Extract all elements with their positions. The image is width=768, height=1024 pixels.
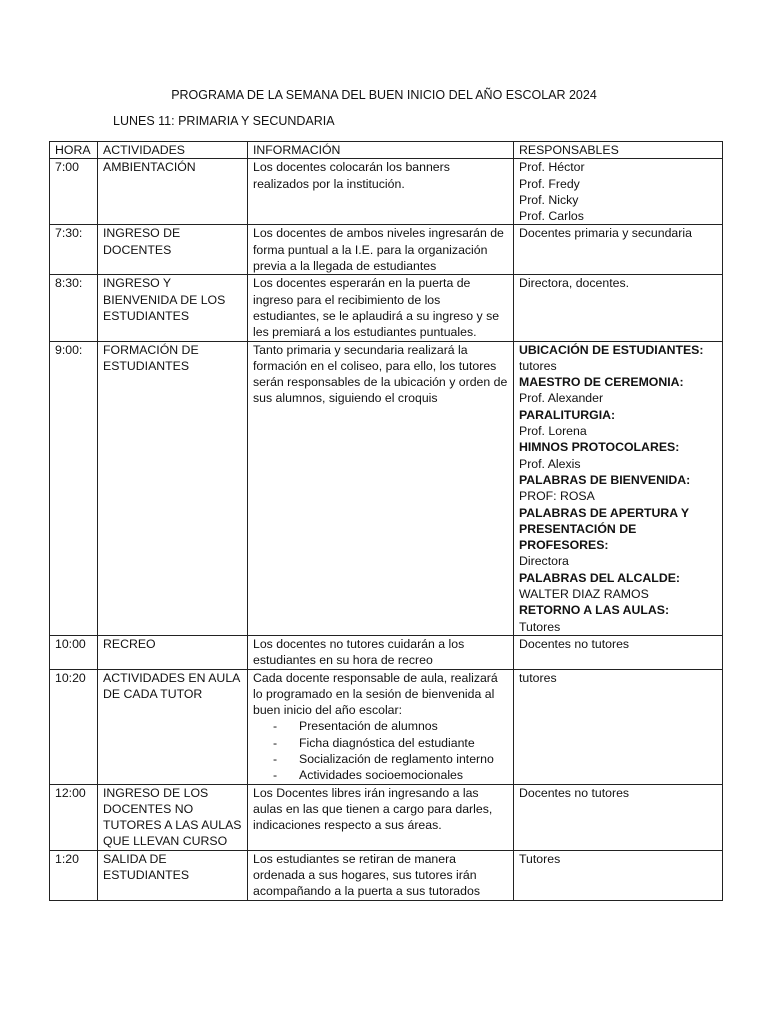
- responsable-name: Prof. Lorena: [519, 424, 587, 439]
- responsable-name: Prof. Alexis: [519, 456, 581, 471]
- list-item: - Actividades socioemocionales: [299, 767, 508, 783]
- document-title: PROGRAMA DE LA SEMANA DEL BUEN INICIO DEL AÑO ESCOLAR 2024: [171, 88, 597, 102]
- table-row: [50, 669, 723, 784]
- responsable-role: UBICACIÓN DE ESTUDIANTES:: [519, 342, 704, 357]
- header-informacion: INFORMACIÓN: [248, 142, 514, 159]
- cell-informacion: [248, 225, 514, 275]
- info-text: Los docentes esperarán en la puerta de ingreso para el recibimiento de los estudiantes, se le aplaudirá a su ingreso y se les premiará a los estudiantes puntuales.: [253, 276, 500, 340]
- responsable-name: tutores: [519, 358, 557, 373]
- responsable-name: Prof. Nicky: [519, 192, 579, 207]
- schedule-table: [49, 141, 723, 901]
- responsable-name: Docentes primaria y secundaria: [519, 226, 692, 241]
- cell-hora: 7:30:: [50, 225, 98, 275]
- responsable-role: RETORNO A LAS AULAS:: [519, 603, 670, 618]
- table-row: [50, 225, 723, 275]
- header-responsables: RESPONSABLES: [514, 142, 723, 159]
- cell-informacion: [248, 784, 514, 850]
- responsable-role: PALABRAS DE APERTURA Y PRESENTACIÓN DE PROFESORES:: [519, 505, 689, 553]
- cell-responsables: [514, 669, 723, 784]
- cell-hora: 9:00:: [50, 341, 98, 635]
- cell-informacion: [248, 275, 514, 341]
- table-row: [50, 341, 723, 635]
- table-header-row: [50, 142, 723, 159]
- responsable-role: HIMNOS PROTOCOLARES:: [519, 440, 680, 455]
- cell-hora: 10:00: [50, 635, 98, 669]
- document-subtitle: LUNES 11: PRIMARIA Y SECUNDARIA: [113, 114, 335, 128]
- responsable-name: Directora: [519, 554, 569, 569]
- cell-responsables: [514, 635, 723, 669]
- cell-responsables: [514, 784, 723, 850]
- responsable-name: Prof. Carlos: [519, 209, 584, 224]
- responsable-name: Prof. Alexander: [519, 391, 604, 406]
- cell-actividad: INGRESO Y BIENVENIDA DE LOS ESTUDIANTES: [98, 275, 248, 341]
- responsable-role: PARALITURGIA:: [519, 407, 616, 422]
- cell-informacion: [248, 669, 514, 784]
- list-item: - Ficha diagnóstica del estudiante: [299, 735, 508, 751]
- cell-hora: 8:30:: [50, 275, 98, 341]
- info-text: Los docentes colocarán los banners realizados por la institución.: [253, 160, 450, 191]
- cell-informacion: [248, 341, 514, 635]
- info-text: Los docentes no tutores cuidarán a los estudiantes en su hora de recreo: [253, 636, 465, 668]
- responsable-name: Directora, docentes.: [519, 276, 630, 291]
- cell-actividad: INGRESO DE DOCENTES: [98, 225, 248, 275]
- info-list: [253, 718, 508, 783]
- header-hora: HORA: [50, 142, 98, 159]
- cell-hora: 10:20: [50, 669, 98, 784]
- cell-actividad: AMBIENTACIÓN: [98, 159, 248, 225]
- table-row: [50, 275, 723, 341]
- cell-responsables: [514, 850, 723, 900]
- responsable-name: Prof. Fredy: [519, 176, 580, 191]
- info-text: Cada docente responsable de aula, realizará lo programado en la sesión de bienvenida al buen inicio del año escolar:: [253, 670, 498, 718]
- table-row: [50, 159, 723, 225]
- responsable-name: Tutores: [519, 851, 561, 866]
- responsable-name: PROF: ROSA: [519, 489, 595, 504]
- cell-actividad: FORMACIÓN DE ESTUDIANTES: [98, 341, 248, 635]
- info-text: Los estudiantes se retiran de manera ordenada a sus hogares, sus tutores irán acompañando a la puerta a sus tutorados: [253, 851, 480, 899]
- responsable-name: Docentes no tutores: [519, 785, 630, 800]
- cell-hora: 7:00: [50, 159, 98, 225]
- cell-actividad: ACTIVIDADES EN AULA DE CADA TUTOR: [98, 669, 248, 784]
- header-actividades: ACTIVIDADES: [98, 142, 248, 159]
- list-item: - Presentación de alumnos: [299, 718, 508, 734]
- responsable-role: PALABRAS DEL ALCALDE:: [519, 570, 680, 585]
- cell-actividad: INGRESO DE LOS DOCENTES NO TUTORES A LAS AULAS QUE LLEVAN CURSO: [98, 784, 248, 850]
- cell-responsables: [514, 275, 723, 341]
- info-text: Los docentes de ambos niveles ingresarán de forma puntual a la I.E. para la organización previa a la llegada de estudiantes: [253, 226, 504, 274]
- responsable-name: tutores: [519, 670, 557, 685]
- responsable-role: MAESTRO DE CEREMONIA:: [519, 375, 684, 390]
- cell-actividad: RECREO: [98, 635, 248, 669]
- info-text: Tanto primaria y secundaria realizará la formación en el coliseo, para ello, los tutores serán responsables de la ubicación y orden de sus alumnos, siguiendo el croquis: [253, 342, 508, 406]
- table-row: [50, 784, 723, 850]
- cell-informacion: [248, 850, 514, 900]
- info-text: Los Docentes libres irán ingresando a las aulas en las que tienen a cargo para darles, indicaciones respecto a sus áreas.: [253, 785, 493, 833]
- cell-responsables: [514, 159, 723, 225]
- table-row: [50, 850, 723, 900]
- cell-informacion: [248, 159, 514, 225]
- responsable-role: PALABRAS DE BIENVENIDA:: [519, 472, 691, 487]
- table-row: [50, 635, 723, 669]
- responsable-name: Tutores: [519, 619, 561, 634]
- cell-responsables: [514, 341, 723, 635]
- responsable-name: Docentes no tutores: [519, 636, 630, 651]
- table-body: [50, 159, 723, 900]
- cell-informacion: [248, 635, 514, 669]
- cell-actividad: SALIDA DE ESTUDIANTES: [98, 850, 248, 900]
- list-item: - Socialización de reglamento interno: [299, 751, 508, 767]
- cell-hora: 1:20: [50, 850, 98, 900]
- cell-hora: 12:00: [50, 784, 98, 850]
- responsable-name: Prof. Héctor: [519, 160, 585, 175]
- cell-responsables: [514, 225, 723, 275]
- responsable-name: WALTER DIAZ RAMOS: [519, 587, 649, 602]
